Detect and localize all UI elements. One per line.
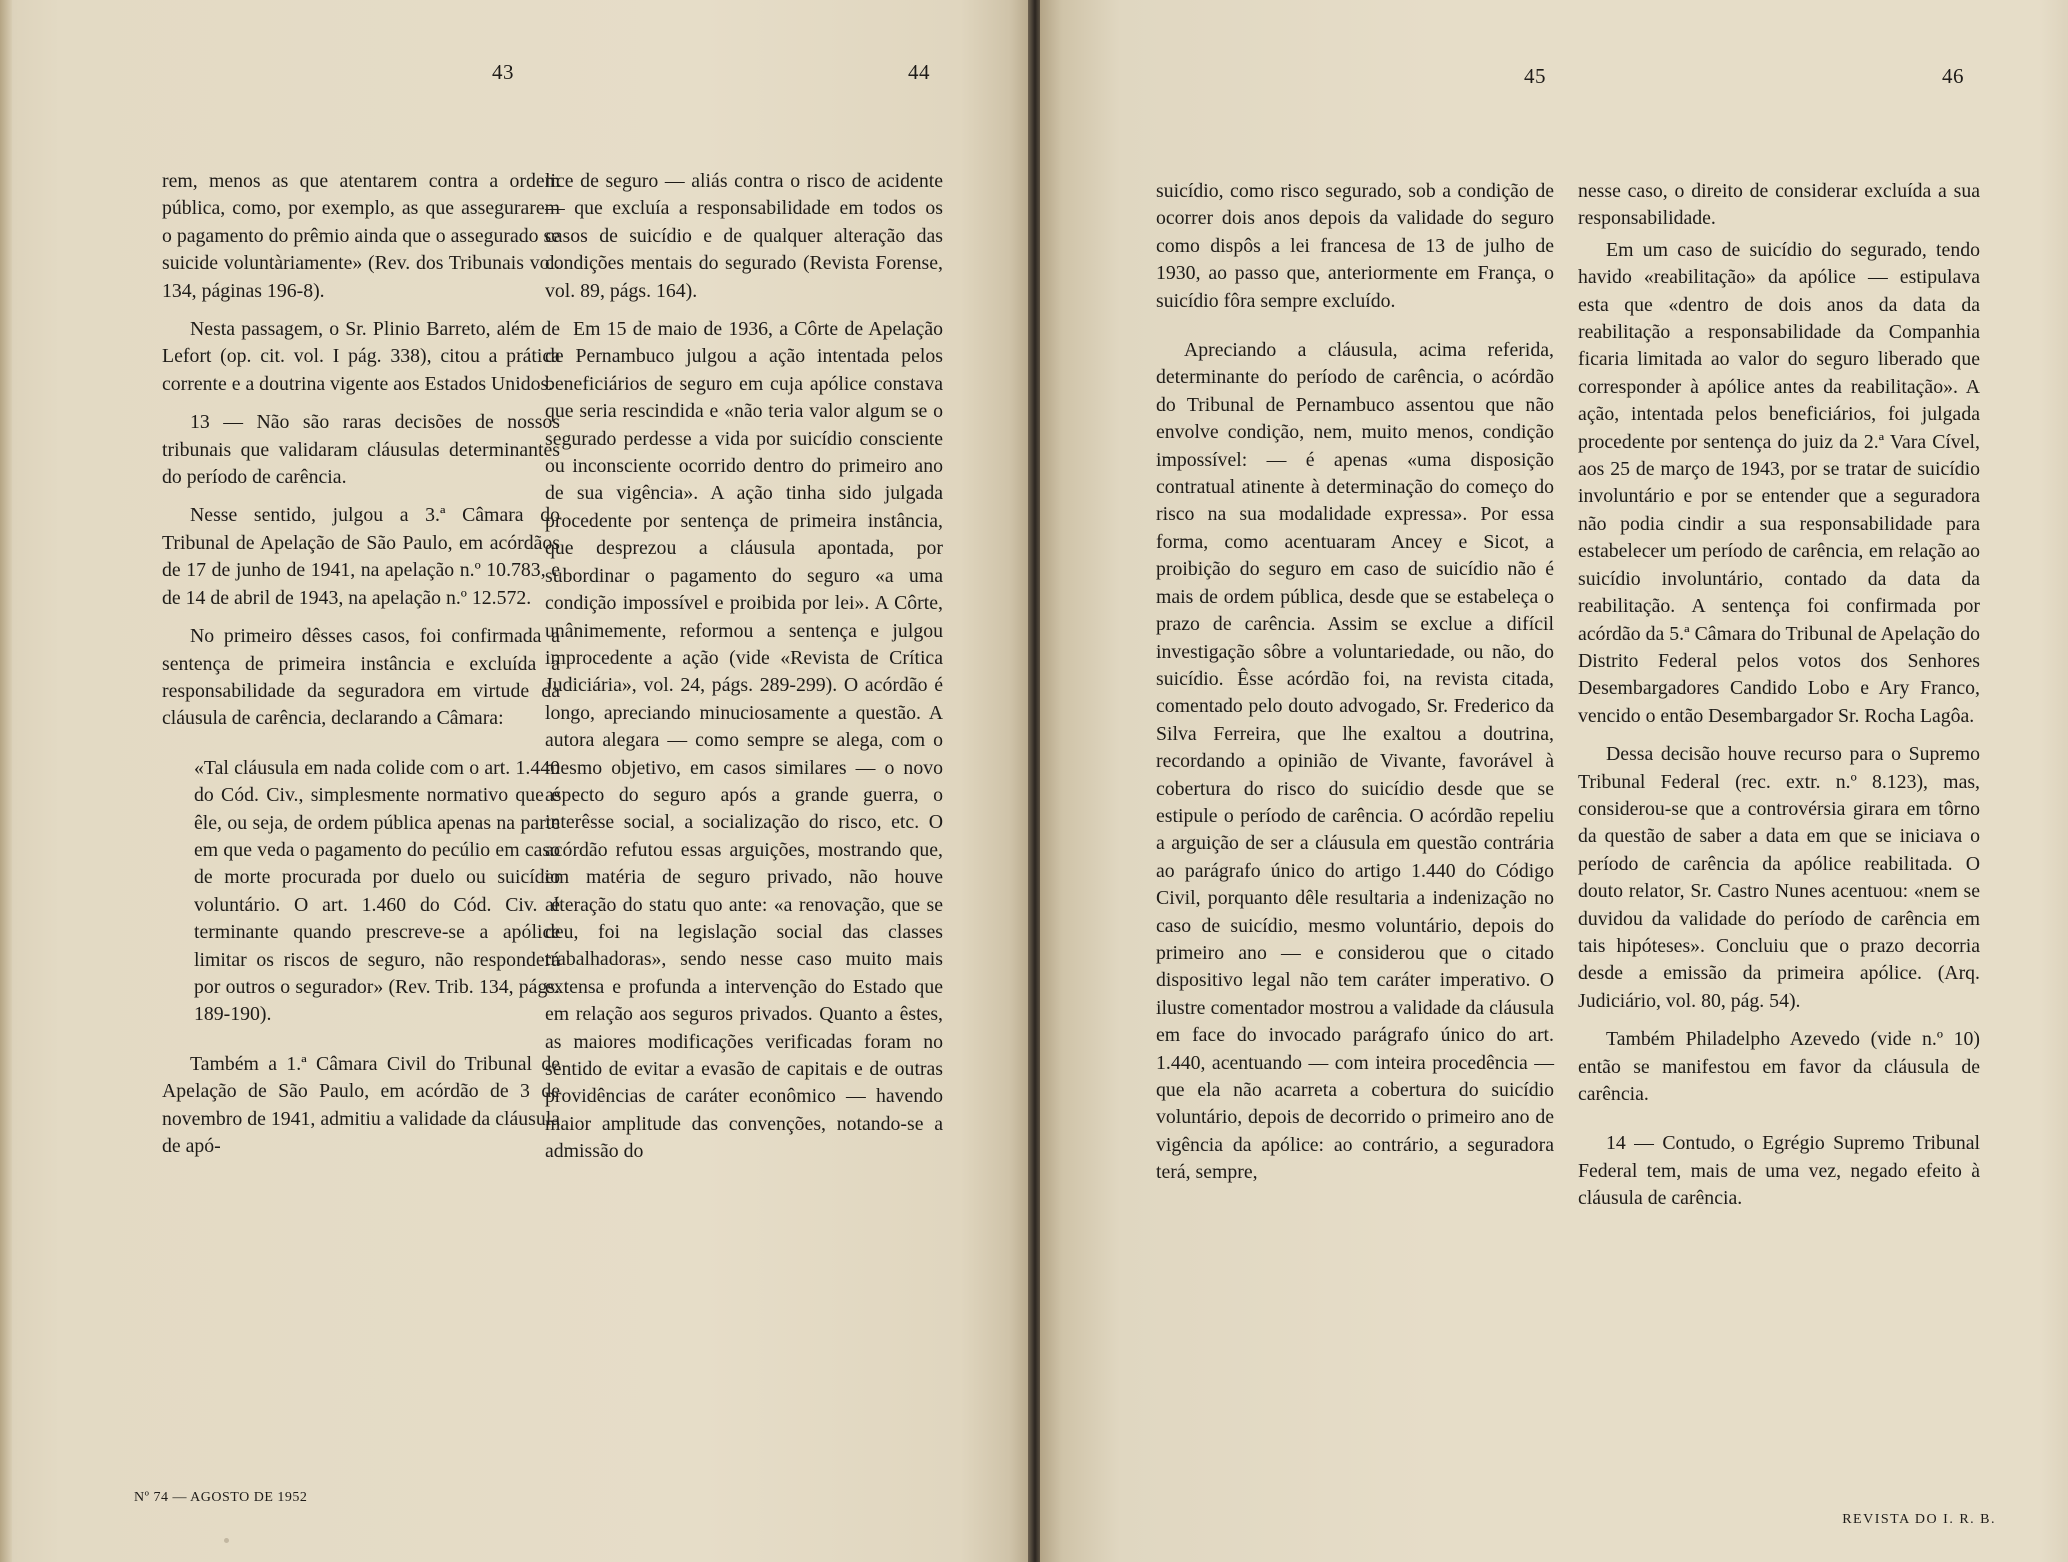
- column-page-44: [545, 168, 943, 1177]
- page-number-44: 44: [908, 60, 930, 84]
- paragraph: Nesta passagem, o Sr. Plinio Barreto, além de Lefort (op. cit. vol. I pág. 338), citou a prática corrente e a doutrina vigente aos Estados Unidos.: [162, 318, 560, 395]
- footer-issue: Nº 74 — AGOSTO DE 1952: [134, 1490, 308, 1505]
- paragraph: Em um caso de suicídio do segurado, tendo havido «reabilitação» da apólice — estipulava esta que «dentro de dois anos da data da reabilitação a responsabilidade da Companhia ficaria limitada ao valor do seguro liberado que corresponder à apólice antes da reabilitação». A ação, intentada pelos beneficiários, foi julgada procedente por sentença do juiz da 2.ª Vara Cível, aos 25 de março de 1943, por se tratar de suicídio involuntário e por se entender que a seguradora não podia cindir a sua responsabilidade para estabelecer um período de carência, em relação ao suicídio involuntário, contado da data da reabilitação. A sentença foi confirmada por acórdão da 5.ª Câmara do Tribunal de Apelação do Distrito Federal pelos votos dos Senhores Desembargadores Candido Lobo e Ary Franco, vencido o então Desembargador Sr. Rocha Lagôa.: [1578, 238, 1980, 727]
- page-edge: [0, 0, 12, 1562]
- left-page: [0, 0, 1030, 1562]
- block-quote: «Tal cláusula em nada colide com o art. 1.440 do Cód. Civ., simplesmente normativo que é êle, ou seja, de ordem pública apenas na parte em que veda o pagamento do pecúlio em caso de morte procurada por duelo ou suicídio voluntário. O art. 1.460 do Cód. Civ. é terminante quando prescreve-se a apólice limitar os riscos de seguro, não responderá por outros o segurador» (Rev. Trib. 134, págs. 189-190).: [194, 756, 560, 1026]
- right-page: [1040, 0, 2068, 1562]
- paragraph: Apreciando a cláusula, acima referida, determinante do período de carência, o acórdão do Tribunal de Pernambuco assentou que não envolve condição, nem, muito menos, condição impossível: — é apenas «uma disposição contratual atinente à determinação do começo do risco na sua modalidade expressa». Por essa forma, como acentuaram Ancey e Sicot, a proibição do seguro em caso de suicídio não é mais de ordem pública, desde que se estabeleça o prazo de carência. Assim se exclue a difícil investigação sôbre a voluntariedade, ou não, do suicídio. Êsse acórdão foi, na revista citada, comentado pelo douto advogado, Sr. Frederico da Silva Ferreira, que lhe exaltou a doutrina, recordando a opinião de Vivante, favorável à cobertura do risco do suicídio desde que se estipule o período de carência. O acórdão repeliu a arguição de ser a cláusula em questão contrária ao parágrafo único do artigo 1.440 do Código Civil, porquanto dêle resultaria a indenização no caso de suicídio, mesmo voluntário, depois do primeiro ano — e considerou que o citado dispositivo legal não tem caráter imperativo. O ilustre comentador mostrou a validade da cláusula em face do invocado parágrafo único do art. 1.440, acentuando — com inteira procedência — que ela não acarreta a cobertura do suicídio voluntário, depois de decorrido o primeiro ano de vigência da apólice: ao contrário, a seguradora terá, sempre,: [1156, 339, 1554, 1184]
- paragraph: No primeiro dêsses casos, foi confirmada a sentença de primeira instância e excluída a responsabilidade da seguradora em virtude da cláusula de carência, declarando a Câmara:: [162, 625, 560, 730]
- page-number-46: 46: [1942, 64, 1964, 88]
- column-page-46: [1578, 178, 1980, 1224]
- column-page-45: [1156, 178, 1554, 1198]
- paragraph: suicídio, como risco segurado, sob a condição de ocorrer dois anos depois da validade do seguro como dispôs a lei francesa de 13 de julho de 1930, ao passo que, anteriormente em França, o suicídio fôra sempre excluído.: [1156, 180, 1554, 312]
- paragraph: nesse caso, o direito de considerar excluída a sua responsabilidade.: [1578, 180, 1980, 230]
- page-number-45: 45: [1524, 64, 1546, 88]
- paragraph: Nesse sentido, julgou a 3.ª Câmara do Tribunal de Apelação de São Paulo, em acórdãos de 17 de junho de 1941, na apelação n.º 10.783, e de 14 de abril de 1943, na apelação n.º 12.572.: [162, 504, 560, 609]
- footer-journal: REVISTA DO I. R. B.: [1842, 1512, 1996, 1527]
- ink-spot: [224, 1538, 229, 1543]
- paragraph: Dessa decisão houve recurso para o Supremo Tribunal Federal (rec. extr. n.º 8.123), mas, considerou-se que a controvérsia girara em tôrno da questão de saber a data em que se iniciava o período de carência da apólice reabilitada. O douto relator, Sr. Castro Nunes acentuou: «nem se duvidou da validade do período de carência em tais hipóteses». Concluiu que o prazo decorria desde a emissão da primeira apólice. (Arq. Judiciário, vol. 80, pág. 54).: [1578, 743, 1980, 1012]
- paragraph: Também Philadelpho Azevedo (vide n.º 10) então se manifestou em favor da cláusula de carência.: [1578, 1028, 1980, 1105]
- paragraph: Também a 1.ª Câmara Civil do Tribunal de Apelação de São Paulo, em acórdão de 3 de novembro de 1941, admitiu a validade da cláusula de apó-: [162, 1052, 560, 1157]
- paragraph: 13 — Não são raras decisões de nossos tribunais que validaram cláusulas determinantes do período de carência.: [162, 411, 560, 489]
- paragraph: rem, menos as que atentarem contra a ordem pública, como, por exemplo, as que assegurarem o pagamento do prêmio ainda que o assegurado se suicide voluntàriamente» (Rev. dos Tribunais vol. 134, páginas 196-8).: [162, 170, 560, 302]
- paragraph: lice de seguro — aliás contra o risco de acidente — que excluía a responsabilidade em todos os casos de suicídio e de qualquer alteração das condições mentais do segurado (Revista Forense, vol. 89, págs. 164).: [545, 170, 943, 302]
- page-number-43: 43: [492, 60, 514, 84]
- paragraph: 14 — Contudo, o Egrégio Supremo Tribunal Federal tem, mais de uma vez, negado efeito à cláusula de carência.: [1578, 1132, 1980, 1210]
- paragraph: Em 15 de maio de 1936, a Côrte de Apelação de Pernambuco julgou a ação intentada pelos beneficiários de seguro em cuja apólice constava que seria rescindida e «não teria valor algum se o segurado perdesse a vida por suicídio consciente ou inconsciente ocorrido dentro do primeiro ano de sua vigência». A ação tinha sido julgada procedente por sentença de primeira instância, que desprezou a cláusula apontada, por subordinar o pagamento do seguro «a uma condição impossível e proibida por lei». A Côrte, unânimemente, reformou a sentença e julgou improcedente a ação (vide «Revista de Crítica Judiciária», vol. 24, págs. 289-299). O acórdão é longo, apreciando minuciosamente a questão. A autora alegara — como sempre se alega, com o mesmo objetivo, em casos similares — o novo aspecto do seguro após a grande guerra, o interêsse social, a socialização do risco, etc. O acórdão refutou essas arguições, mostrando que, em matéria de seguro privado, não houve alteração do statu quo ante: «a renovação, que se deu, foi na legislação social das classes trabalhadoras», sendo nesse caso muito mais extensa e profunda a intervenção do Estado que em relação aos seguros privados. Quanto a êstes, as maiores modificações verificadas foram no sentido de evitar a evasão de capitais e de outras providências de caráter econômico — havendo maior amplitude das convenções, notando-se a admissão do: [545, 318, 943, 1163]
- column-page-43: [162, 168, 560, 1171]
